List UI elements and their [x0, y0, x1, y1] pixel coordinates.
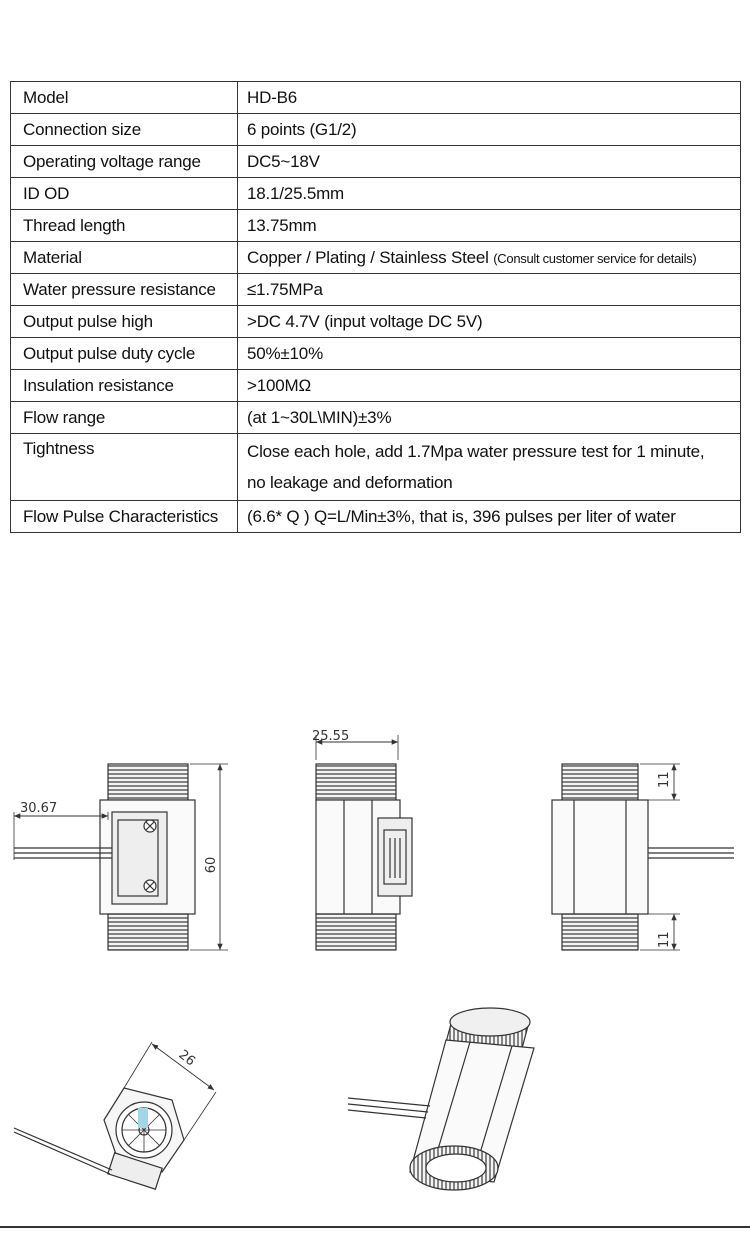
table-row: [11, 178, 741, 210]
spec-value: HD-B6: [238, 82, 741, 114]
table-row: [11, 274, 741, 306]
table-row: [11, 306, 741, 338]
table-row: [11, 242, 741, 274]
spec-label: Output pulse high: [11, 306, 238, 338]
dimension-thread-top: 11: [657, 771, 672, 788]
tightness-line-2: no leakage and deformation: [247, 473, 453, 492]
spec-label: Tightness: [11, 434, 238, 501]
spec-table: [10, 81, 741, 533]
spec-label: Model: [11, 82, 238, 114]
dimension-side-width: 25.55: [312, 729, 350, 744]
dimension-thread-bottom: 11: [657, 931, 672, 948]
spec-label: Material: [11, 242, 238, 274]
spec-value: 50%±10%: [238, 338, 741, 370]
material-note: (Consult customer service for details): [493, 250, 697, 266]
spec-label: Operating voltage range: [11, 146, 238, 178]
spec-label: Thread length: [11, 210, 238, 242]
tightness-line-1: Close each hole, add 1.7Mpa water pressure test for 1 minute,: [247, 442, 705, 461]
spec-value: (6.6* Q ) Q=L/Min±3%, that is, 396 pulses per liter of water: [238, 501, 741, 533]
spec-value: (at 1~30L\MIN)±3%: [238, 402, 741, 434]
technical-drawings: [0, 720, 750, 1220]
table-row: [11, 114, 741, 146]
spec-label: Output pulse duty cycle: [11, 338, 238, 370]
table-row: [11, 82, 741, 114]
spec-label: Connection size: [11, 114, 238, 146]
spec-value: >DC 4.7V (input voltage DC 5V): [238, 306, 741, 338]
table-row: [11, 146, 741, 178]
spec-value: [238, 434, 741, 501]
bottom-rule: [0, 1226, 750, 1228]
spec-value: 18.1/25.5mm: [238, 178, 741, 210]
back-view-drawing: [552, 764, 734, 950]
spec-value: ≤1.75MPa: [238, 274, 741, 306]
material-value: Copper / Plating / Stainless Steel: [247, 247, 489, 267]
front-view-drawing: [14, 764, 228, 950]
spec-value: [238, 242, 741, 274]
spec-value: DC5~18V: [238, 146, 741, 178]
dimension-hex-across: 26: [175, 1047, 198, 1070]
spec-label: ID OD: [11, 178, 238, 210]
isometric-view-drawing: [348, 1008, 534, 1190]
table-row: [11, 370, 741, 402]
table-row: [11, 210, 741, 242]
spec-value: >100MΩ: [238, 370, 741, 402]
dimension-front-width: 30.67: [20, 801, 58, 816]
table-row: [11, 402, 741, 434]
spec-label: Flow range: [11, 402, 238, 434]
table-row: [11, 338, 741, 370]
spec-value: 13.75mm: [238, 210, 741, 242]
spec-label: Flow Pulse Characteristics: [11, 501, 238, 533]
dimension-height: 60: [204, 856, 219, 874]
spec-value: 6 points (G1/2): [238, 114, 741, 146]
side-view-drawing: [316, 735, 412, 950]
spec-label: Insulation resistance: [11, 370, 238, 402]
table-row: [11, 434, 741, 501]
table-row: [11, 501, 741, 533]
spec-label: Water pressure resistance: [11, 274, 238, 306]
